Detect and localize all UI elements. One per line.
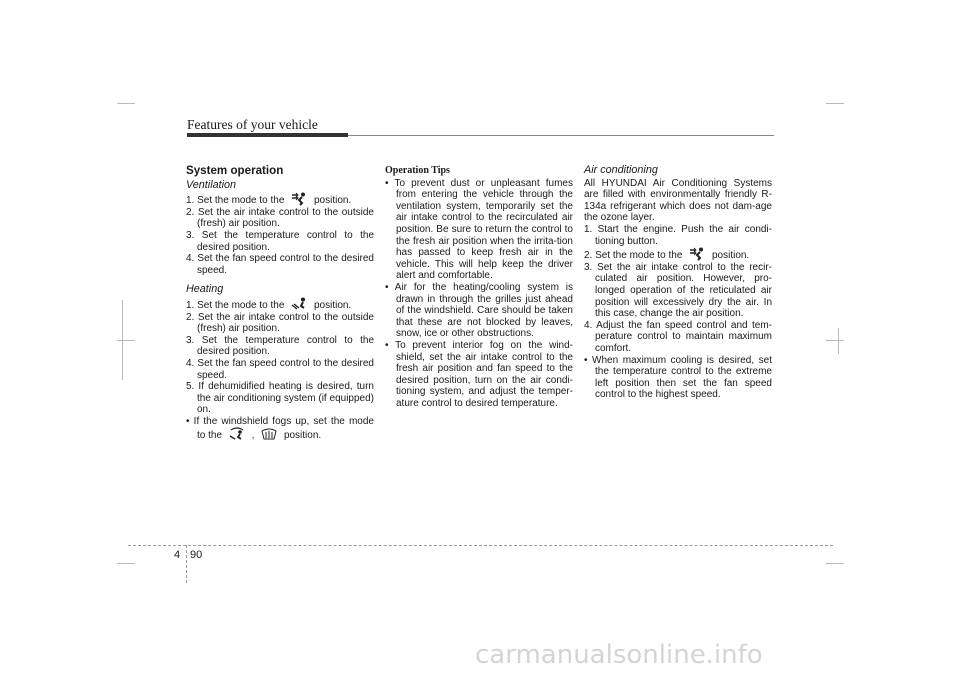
footer-divider (186, 545, 187, 583)
header-rule (348, 135, 774, 136)
ac-step-2 (584, 247, 772, 262)
heating-bullet-1 (186, 416, 374, 442)
step-text: 1. Set the mode to the (186, 195, 285, 207)
crop-mark (117, 340, 135, 341)
face-mode-icon (689, 247, 705, 261)
tips-bullet-1: • To prevent dust or unpleasant fumes from entering the vehicle through the ventilation system, temporarily set the air intake control to the recirculated air position. Be sure to return the control to the fresh air position when the irrita-tion has passed to keep fresh air in the vehicle. This will help keep the driver alert and comfortable. (385, 177, 573, 282)
heating-step-1 (186, 297, 374, 312)
crop-mark (122, 300, 123, 380)
ventilation-step-1 (186, 192, 374, 207)
ac-bullet-1: • When maximum cooling is desired, set the temperature control to the extreme left position then set the fan speed control to the highest speed. (584, 354, 772, 401)
operation-tips-heading: Operation Tips (385, 165, 450, 176)
page-header-title: Features of your vehicle (187, 117, 318, 132)
step-text: 2. Set the mode to the (584, 250, 683, 262)
ac-step-1: 1. Start the engine. Push the air condi-tioning button. (584, 223, 772, 247)
section-title: System operation (186, 164, 284, 177)
ac-step-3: 3. Set the air intake control to the recir-culated air position. However, pro-longed operation of the reticulated air position will excessively dry the air. In this case, change the air position. (584, 261, 772, 320)
face-mode-icon (291, 192, 307, 206)
step-text: 1. Set the mode to the (186, 299, 285, 311)
watermark: carmanualsonline.info (475, 640, 763, 670)
air-conditioning-intro: All HYUNDAI Air Conditioning Systems are filled with environmentally friendly R-134a refrigerant which does not dam-age the ozone layer. (584, 177, 772, 224)
heating-step-5: 5. If dehumidified heating is desired, turn the air conditioning system (if equipped) on. (186, 381, 374, 416)
heating-step-3: 3. Set the temperature control to the desired position. (186, 334, 374, 358)
bullet-text: position. (283, 430, 322, 442)
tips-bullet-3: • To prevent interior fog on the wind-shield, set the air intake control to the fresh air position and fan speed to the desired position, turn on the air condi-tioning system, and adjust the temper-ature control to desired temperature. (385, 339, 573, 409)
crop-mark (117, 103, 135, 104)
chapter-number: 4 (174, 549, 181, 561)
ventilation-step-3: 3. Set the temperature control to the desired position. (186, 229, 374, 253)
crop-mark (826, 563, 844, 564)
step-text: position. (711, 250, 750, 262)
column-operation-tips (385, 165, 573, 409)
ventilation-step-4: 4. Set the fan speed control to the desired speed. (186, 253, 374, 276)
crop-mark (826, 340, 844, 341)
air-conditioning-heading: Air conditioning (584, 164, 658, 176)
page-number: 90 (190, 549, 203, 561)
crop-mark (838, 328, 839, 354)
ventilation-heading: Ventilation (186, 178, 237, 191)
step-text: position. (313, 195, 352, 207)
column-system-operation (186, 165, 374, 442)
heating-step-4: 4. Set the fan speed control to the desired speed. (186, 357, 374, 381)
heating-step-2: 2. Set the air intake control to the outside (fresh) air position. (186, 311, 374, 335)
defrost-mode-icon (261, 427, 277, 441)
crop-mark (826, 103, 844, 104)
tips-bullet-2: • Air for the heating/cooling system is drawn in through the grilles just ahead of the windshield. Care should be taken that these are not blocked by leaves, snow, ice or other obstructions. (385, 281, 573, 340)
footer-rule (128, 545, 833, 546)
ac-step-4: 4. Adjust the fan speed control and tem-perature control to maintain maximum comfort. (584, 319, 772, 354)
header-bar (187, 133, 348, 137)
bullet-text: , (251, 430, 255, 442)
bullet-text: • If the windshield fogs up, set the mode to the (186, 415, 374, 442)
heating-heading: Heating (186, 283, 224, 296)
column-air-conditioning (584, 165, 772, 401)
ventilation-step-2: 2. Set the air intake control to the outside (fresh) air position. (186, 206, 374, 230)
floor-mode-icon (291, 297, 307, 311)
step-text: position. (313, 299, 352, 311)
crop-mark (117, 563, 135, 564)
floor-defrost-mode-icon (229, 427, 245, 441)
